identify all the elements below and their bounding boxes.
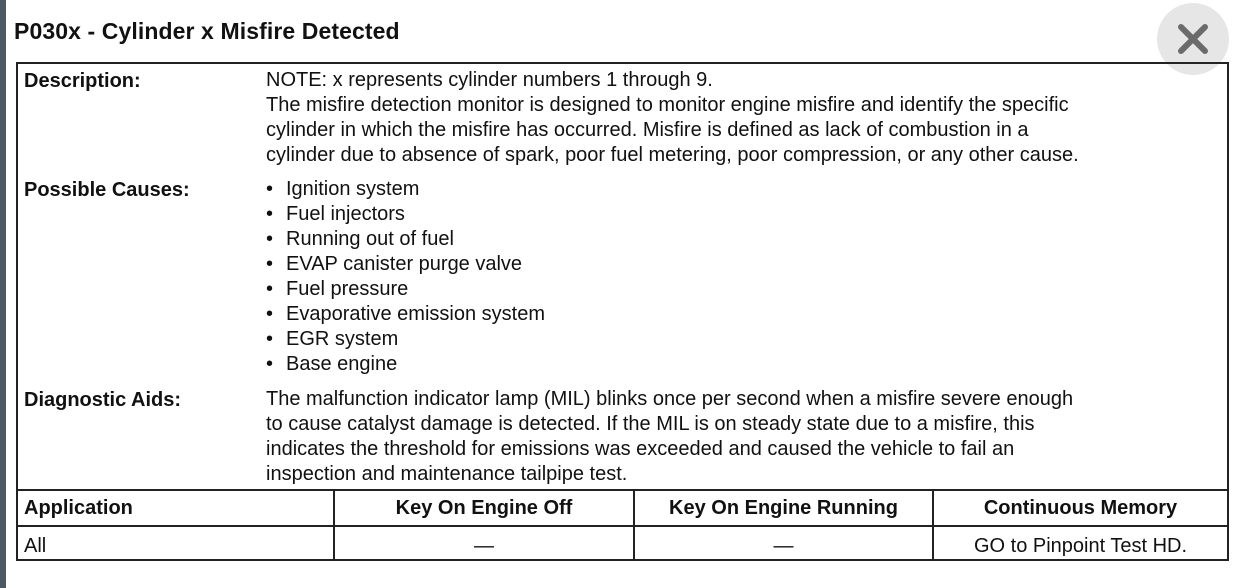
cause-item: • Ignition system xyxy=(266,177,545,202)
table-header-continuous-memory: Continuous Memory xyxy=(983,497,1178,519)
table-cell-continuous-memory: GO to Pinpoint Test HD. xyxy=(973,535,1188,557)
cause-item: • Running out of fuel xyxy=(266,227,545,252)
description-label: Description: xyxy=(24,70,141,92)
window-left-edge xyxy=(0,0,6,588)
cause-item: • Fuel injectors xyxy=(266,202,545,227)
dtc-info-box xyxy=(16,62,1229,561)
possible-causes-label: Possible Causes: xyxy=(24,179,190,201)
diagnostic-aids-line: indicates the threshold for emissions was exceeded and caused the vehicle to fail an xyxy=(266,438,1015,460)
page-title: P030x - Cylinder x Misfire Detected xyxy=(14,18,400,44)
cause-item: • Base engine xyxy=(266,352,545,377)
table-header-koeo: Key On Engine Off xyxy=(395,497,573,519)
description-line: NOTE: x represents cylinder numbers 1 through 9. xyxy=(266,69,713,91)
diagnostic-aids-label: Diagnostic Aids: xyxy=(24,389,182,411)
description-line: cylinder in which the misfire has occurred. Misfire is defined as lack of combustion in a xyxy=(266,119,1029,141)
cause-item: • Fuel pressure xyxy=(266,277,545,302)
cause-item: • Evaporative emission system xyxy=(266,302,545,327)
cause-item: • EVAP canister purge valve xyxy=(266,252,545,277)
table-cell-application: All xyxy=(24,535,47,557)
diagnostic-aids-line: to cause catalyst damage is detected. If the MIL is on steady state due to a misfire, this xyxy=(266,413,1035,435)
diagnostic-aids-line: The malfunction indicator lamp (MIL) blinks once per second when a misfire severe enough xyxy=(266,388,1074,410)
possible-causes-list xyxy=(266,177,545,377)
table-top-border xyxy=(18,489,1227,491)
table-cell-koer: — xyxy=(773,535,794,557)
table-header-divider xyxy=(18,525,1227,527)
cause-item: • EGR system xyxy=(266,327,545,352)
description-text xyxy=(266,68,1079,168)
description-line: cylinder due to absence of spark, poor fuel metering, poor compression, or any other cause. xyxy=(266,144,1079,166)
diagnostic-aids-line: inspection and maintenance tailpipe test. xyxy=(266,463,628,485)
table-header-koer: Key On Engine Running xyxy=(669,497,898,519)
table-cell-koeo: — xyxy=(474,535,494,557)
description-line: The misfire detection monitor is designed to monitor engine misfire and identify the specific xyxy=(266,94,1069,116)
diagnostic-aids-text xyxy=(266,387,1073,487)
table-header-application: Application xyxy=(24,497,133,519)
